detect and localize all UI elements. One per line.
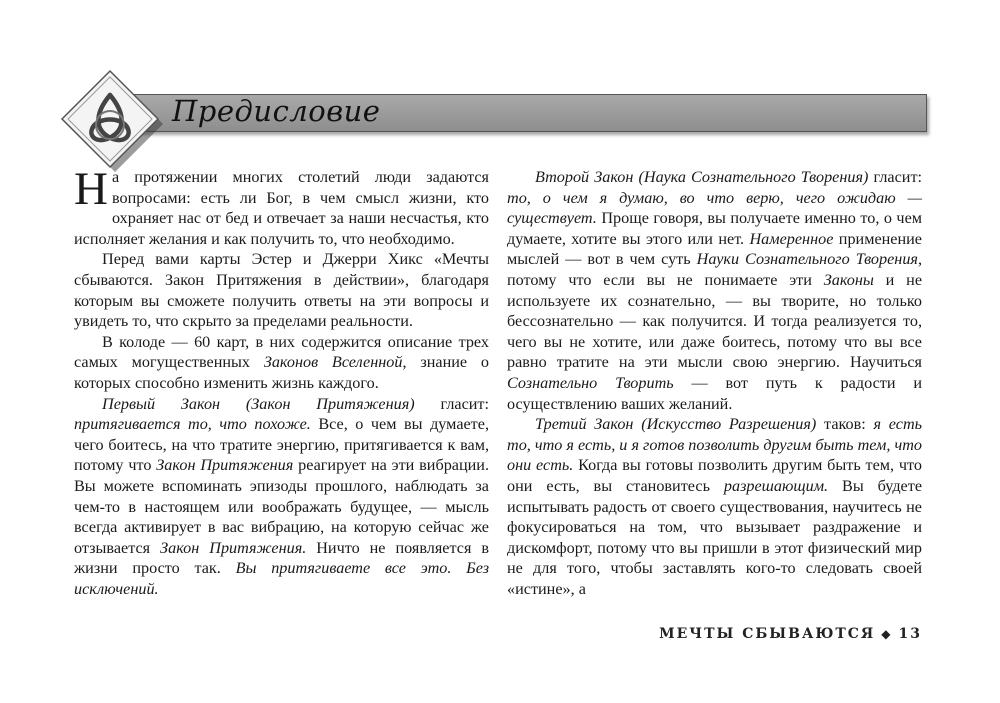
paragraph: На протяжении многих столетий люди задаются вопросами: есть ли Бог, в чем смысл жизни, кто охраняет нас от бед и отвечает за наши несчастья, кто исполняет желания и как получить то, что необходимо. <box>74 163 489 248</box>
page-footer <box>659 623 922 645</box>
diamond-icon: ◆ <box>881 627 893 641</box>
right-column <box>507 167 922 599</box>
paragraph: Второй Закон (Наука Сознательного Творения) гласит: то, о чем я думаю, во что верю, чего ожидаю — существует. Проще говоря, вы получаете именно то, о чем думаете, хотите вы этого или нет. Намеренное применение мыслей — вот в чем суть Науки Сознательного Творения, потому что если вы не понимаете эти Законы и не используете их сознательно, — вы творите, но только бессознательно — как получится. И тогда реализуется то, чего вы не хотите, или даже боитесь, потому что вы все равно тратите на эти мысли свою энергию. Научиться Сознательно Творить — вот путь к радости и осуществлению ваших желаний. <box>507 168 923 413</box>
page-number: 13 <box>898 626 922 642</box>
chapter-title: Предисловие <box>172 94 381 128</box>
running-title: МЕЧТЫ СБЫВАЮТСЯ <box>659 626 876 642</box>
paragraph: В колоде — 60 карт, в них содержится описание трех самых могущественных Законов Вселенной, знание о которых способно изменить жизнь каждого. <box>74 332 489 392</box>
left-column <box>74 163 490 599</box>
celtic-triquetra-icon <box>55 65 165 175</box>
paragraph: Первый Закон (Закон Притяжения) гласит: притягивается то, что похоже. Все, о чем вы думаете, чего боитесь, на что тратите энергию, притягивается к вам, потому что Закон Притяжения реагирует на эти вибрации. Вы можете вспоминать эпизоды прошлого, наблюдать за чем-то в настоящем или воображать будущее, — мысль всегда активирует в вас вибрацию, на которую сейчас же отзывается Закон Притяжения. Ничто не появляется в жизни просто так. Вы притягиваете все это. Без исключений. <box>74 394 490 598</box>
paragraph: Третий Закон (Искусство Разрешения) таков: я есть то, что я есть, и я готов позволить другим быть тем, что они есть. Когда вы готовы позволить другим быть тем, что они есть, вы становитесь разрешающим. Вы будете испытывать радость от своего существования, научитесь не фокусироваться на том, что вызывает раздражение и дискомфорт, потому что вы пришли в этот физический мир не для того, чтобы заставлять кого-то следовать своей «истине», а <box>507 415 923 598</box>
drop-cap: Н <box>74 163 108 215</box>
paragraph: Перед вами карты Эстер и Джерри Хикс «Мечты сбываются. Закон Притяжения в действии», благодаря которым вы сможете получить ответы на эти вопросы и увидеть то, что скрыто за пределами реальности. <box>74 250 489 331</box>
